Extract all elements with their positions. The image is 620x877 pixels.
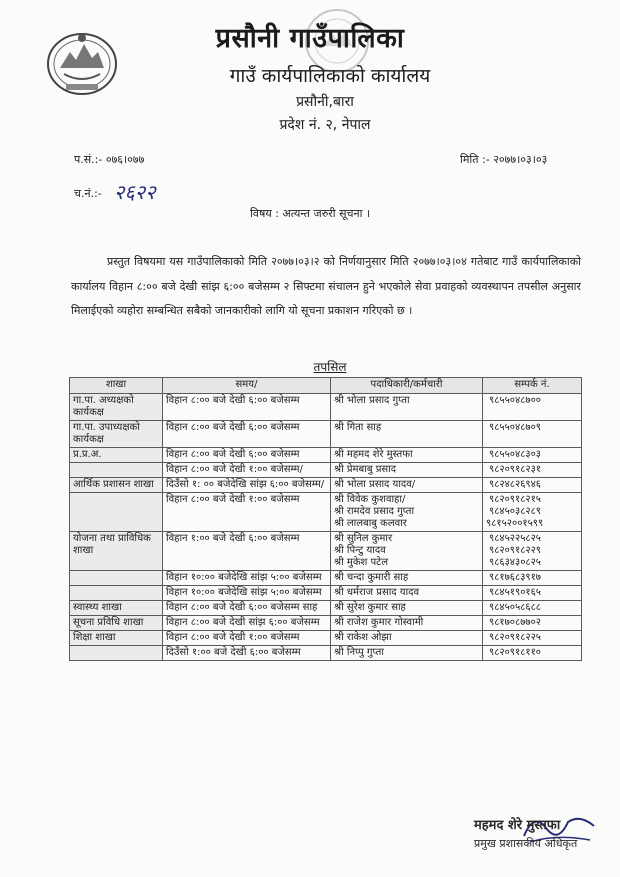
header-department: शाखा — [70, 378, 163, 394]
cell-department: योजना तथा प्राविधिक शाखा — [70, 532, 163, 571]
schedule-table — [69, 377, 582, 661]
cell-staff: श्री गिता साह — [331, 421, 483, 448]
cell-staff: श्री राकेश ओझा — [331, 631, 483, 646]
cell-department: सूचना प्रविधि शाखा — [70, 616, 163, 631]
cell-contact: ९८२०९१८११० — [483, 646, 582, 661]
cell-contact: ९८२०९१८२१५ ९८४५०३८२८९ ९८१५२००१५९९ — [483, 493, 582, 532]
subject-line: विषय : अत्यन्त जरुरी सूचना । — [250, 207, 371, 220]
cell-time: विहान ८:०० बजे देखी १:०० बजेसम्म — [163, 631, 331, 646]
cell-contact: ९८५५०४८३०३ — [483, 448, 582, 463]
cell-contact: ९८५५०४८७०० — [483, 394, 582, 421]
cell-contact: ९८२०९१८२२५ — [483, 631, 582, 646]
cell-department: प्र.प्र.अ. — [70, 448, 163, 463]
cell-staff: श्री चन्दा कुमारी साह — [331, 571, 483, 586]
table-row — [70, 646, 582, 661]
table-row — [70, 493, 582, 532]
cell-time: विहान ८:०० बजे देखी सांझ ६:०० बजेसम्म — [163, 616, 331, 631]
cell-time: विहान १:०० बजे देखी ६:०० बजेसम्म — [163, 532, 331, 571]
cell-contact: ९८१७६८३९१७ — [483, 571, 582, 586]
notice-body: प्रस्तुत विषयमा यस गाउँपालिकाको मिति २०७७।०३।२ को निर्णयानुसार मिति २०७७।०३।०४ गतेबाट गाउँ कार्यपालिकाको कार्यालय विहान ८:०० बजे देखी सांझ ६:०० बजेसम्म २ सिफ्टमा संचालन हुने भएकोले सेवा प्रवाहको व्यवस्थापन तपसील अनुसार मिलाईएको व्यहोरा सम्बन्धित सबैको जानकारीको लागि यो सूचना प्रकाशन गरिएको छ । — [71, 255, 581, 317]
cell-time: विहान ८:०० बजे देखी ६:०० बजेसम्म साह — [163, 601, 331, 616]
reference-number: प.सं.:- ०७६।०७७ — [74, 153, 145, 166]
province-line: प्रदेश नं. २, नेपाल — [279, 117, 371, 133]
cell-staff: श्री विवेक कुशवाहा/ श्री रामदेव प्रसाद गुप्ता श्री लालबाबु कलवार — [331, 493, 483, 532]
cell-staff: श्री महमद शेरे मुस्तफा — [331, 448, 483, 463]
cell-time: दिउँसो १: ०० बजेदेखि सांझ ६:०० बजेसम्म/ — [163, 478, 331, 493]
cell-department: गा.पा. अध्यक्षको कार्यकक्ष — [70, 394, 163, 421]
dispatch-number: २६२२ — [114, 180, 156, 204]
cell-contact: ९८४५०५८६८८ — [483, 601, 582, 616]
cell-contact: ९८२४८२६९४६ — [483, 478, 582, 493]
table-row — [70, 616, 582, 631]
header-staff: पदाधिकारी/कर्मचारी — [331, 378, 483, 394]
table-row — [70, 586, 582, 601]
table-row — [70, 421, 582, 448]
cell-staff: श्री सुरेश कुमार साह — [331, 601, 483, 616]
cell-department — [70, 463, 163, 478]
table-row — [70, 601, 582, 616]
cell-staff: श्री प्रेमबाबु प्रसाद — [331, 463, 483, 478]
cell-contact: ९८४५१९०१६५ — [483, 586, 582, 601]
cell-staff: श्री भोला प्रसाद यादव/ — [331, 478, 483, 493]
table-row — [70, 571, 582, 586]
header-time: समय/ — [163, 378, 331, 394]
cell-department — [70, 646, 163, 661]
municipality-title: प्रसौनी गाउँपालिका — [215, 23, 405, 54]
cell-time: विहान १०:०० बजेदेखि सांझ ५:०० बजेसम्म — [163, 586, 331, 601]
cell-time: विहान ८:०० बजे देखी ६:०० बजेसम्म — [163, 421, 331, 448]
cell-department: शिक्षा शाखा — [70, 631, 163, 646]
cell-time: विहान ८:०० बजे देखी १:०० बजेसम्म — [163, 493, 331, 532]
cell-department: आर्थिक प्रशासन शाखा — [70, 478, 163, 493]
table-row — [70, 631, 582, 646]
table-row — [70, 448, 582, 463]
cell-contact: ९८४५२२५८२५ ९८२०९१८२२९ ९८६३४३०८२५ — [483, 532, 582, 571]
table-row — [70, 394, 582, 421]
cell-staff: श्री सुनिल कुमार श्री पिन्टु यादव श्री मुकेश पटेल — [331, 532, 483, 571]
cell-department — [70, 586, 163, 601]
dispatch-number-label: च.नं.:- — [74, 187, 102, 200]
cell-contact: ९८२०९१८२३१ — [483, 463, 582, 478]
office-address: प्रसौनी,बारा — [296, 94, 354, 110]
cell-staff: श्री निप्पु गुप्ता — [331, 646, 483, 661]
table-row — [70, 532, 582, 571]
header-contact: सम्पर्क नं. — [483, 378, 582, 394]
cell-staff: श्री धर्मराज प्रसाद यादव — [331, 586, 483, 601]
cell-contact: ९८५५०४८७०९ — [483, 421, 582, 448]
cell-department — [70, 493, 163, 532]
cell-time: विहान ८:०० बजे देखी ६:०० बजेसम्म — [163, 394, 331, 421]
table-row — [70, 478, 582, 493]
cell-staff: श्री भोला प्रसाद गुप्ता — [331, 394, 483, 421]
cell-department — [70, 571, 163, 586]
cell-time: विहान ८:०० बजे देखी १:०० बजेसम्म/ — [163, 463, 331, 478]
cell-contact: ९८१७०८७७०२ — [483, 616, 582, 631]
table-row — [70, 463, 582, 478]
issue-date: मिति :- २०७७।०३।०३ — [460, 153, 548, 166]
table-header-row — [70, 378, 582, 394]
signatory-name: महमद शेरे मुस्तफा — [474, 818, 561, 833]
office-name: गाउँ कार्यपालिकाको कार्यालय — [229, 65, 431, 87]
cell-department: स्वास्थ्य शाखा — [70, 601, 163, 616]
cell-time: विहान १०:०० बजेदेखि सांझ ५:०० बजेसम्म — [163, 571, 331, 586]
signatory-title: प्रमुख प्रशासकीय अधिकृत — [474, 837, 578, 850]
table-caption: तपसिल — [313, 360, 347, 374]
cell-staff: श्री राजेश कुमार गोस्वामी — [331, 616, 483, 631]
cell-time: विहान ८:०० बजे देखी ६:०० बजेसम्म — [163, 448, 331, 463]
cell-time: दिउँसो १:०० बजे देखी ६:०० बजेसम्म — [163, 646, 331, 661]
cell-department: गा.पा. उपाध्यक्षको कार्यकक्ष — [70, 421, 163, 448]
